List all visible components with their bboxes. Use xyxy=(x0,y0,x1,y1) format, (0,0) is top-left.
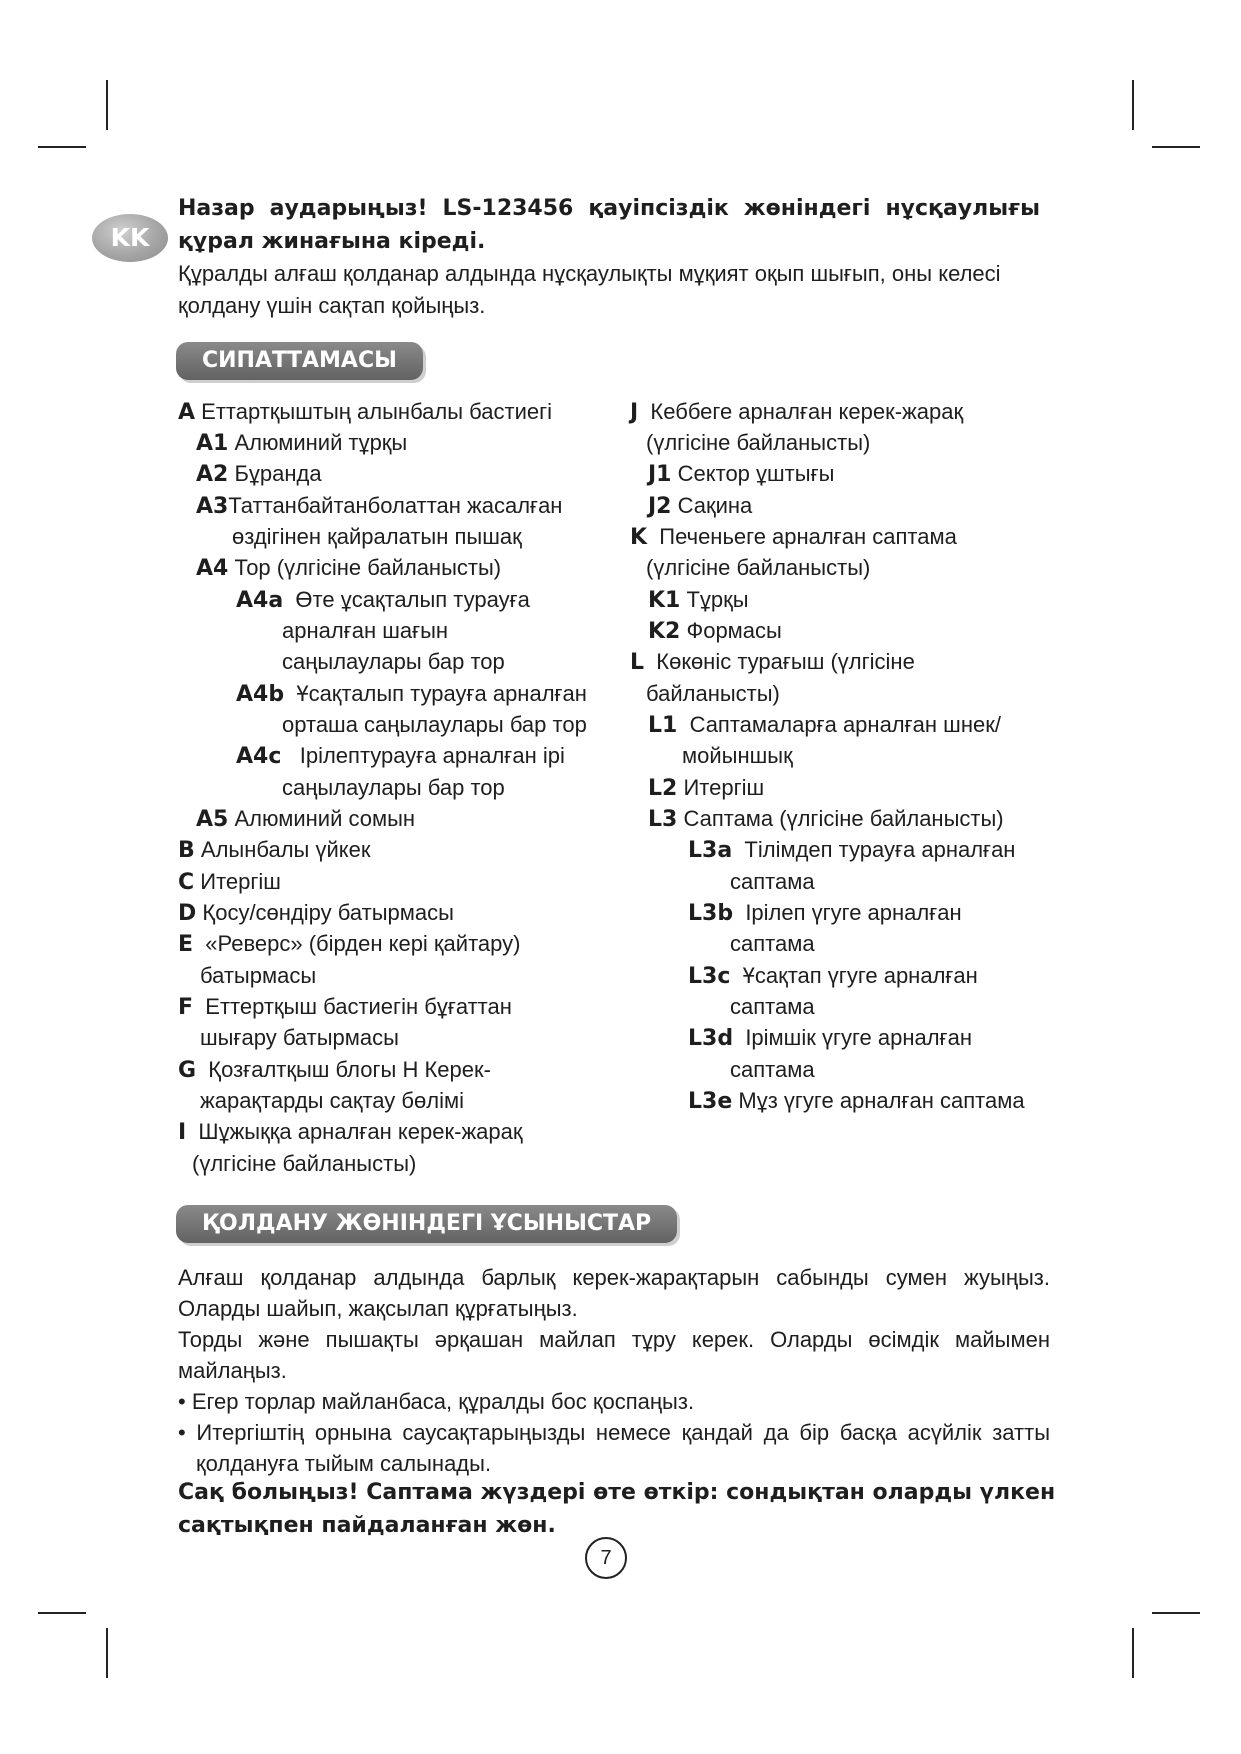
list-item: L3e Мұз үгуге арналған саптама xyxy=(688,1088,1025,1114)
list-item: L3c Ұсақтап үгуге арналған xyxy=(688,963,978,989)
crop-mark xyxy=(38,1612,86,1614)
list-item-continuation: саңылаулары бар тор xyxy=(282,775,505,800)
list-item: L3a Тілімдеп турауға арналған xyxy=(688,837,1016,863)
list-item-continuation: саңылаулары бар тор xyxy=(282,649,505,674)
list-item-continuation: саптама xyxy=(730,1057,815,1082)
section-title-description: СИПАТТАМАСЫ xyxy=(176,342,423,380)
crop-mark xyxy=(1152,146,1200,148)
list-item: A1 Алюминий тұрқы xyxy=(196,430,408,456)
list-item: A Еттартқыштың алынбалы бастиегі xyxy=(178,399,553,425)
list-item-continuation: шығару батырмасы xyxy=(200,1025,399,1050)
list-item-continuation: орташа саңылаулары бар тор xyxy=(282,712,587,737)
list-item: C Итергіш xyxy=(178,869,281,895)
list-item: K2 Формасы xyxy=(648,618,782,644)
list-item: L1 Саптамаларға арналған шнек/ xyxy=(648,712,1001,738)
list-item: L3 Саптама (үлгісіне байланысты) xyxy=(648,806,1004,832)
page-number: 7 xyxy=(585,1537,627,1579)
list-item: A4 Тор (үлгісіне байланысты) xyxy=(196,555,502,581)
list-item-continuation: саптама xyxy=(730,994,815,1019)
list-item: I Шұжыққа арналған керек-жарақ xyxy=(178,1119,523,1145)
list-item: F Еттертқыш бастиегін бұғаттан xyxy=(178,994,512,1020)
list-item: B Алынбалы үйкек xyxy=(178,837,371,863)
list-item: J Кеббеге арналған керек-жарақ xyxy=(630,399,964,425)
crop-mark xyxy=(106,1628,108,1678)
list-item-continuation: саптама xyxy=(730,931,815,956)
crop-mark xyxy=(38,146,86,148)
section-title-usage: ҚОЛДАНУ ЖӨНІНДЕГІ ҰСЫНЫСТАР xyxy=(176,1205,677,1243)
list-item: A4c Ірілептурауға арналған ірі xyxy=(236,743,565,769)
list-item: D Қосу/сөндіру батырмасы xyxy=(178,900,454,926)
crop-mark xyxy=(1152,1612,1200,1614)
list-item-continuation: арналған шағын xyxy=(282,618,449,643)
list-item: J2 Сақина xyxy=(648,493,753,519)
usage-paragraph: Торды және пышақты әрқашан майлап тұру керек. Оларды өсімдік майымен майлаңыз. xyxy=(178,1327,1050,1383)
list-item-continuation: батырмасы xyxy=(200,963,317,988)
list-item: J1 Сектор ұштығы xyxy=(648,461,835,487)
crop-mark xyxy=(1132,1628,1134,1678)
usage-text xyxy=(178,1262,1050,1479)
list-item: A2 Бұранда xyxy=(196,461,322,487)
list-item-continuation: (үлгісіне байланысты) xyxy=(192,1151,417,1176)
list-item: A4a Өте ұсақталып турауға xyxy=(236,587,530,613)
intro-notice: Назар аударыңыз! LS-123456 қауіпсіздік жөніндегі нұсқаулығы құрал жинағына кіреді. xyxy=(178,196,1040,254)
list-item-continuation: (үлгісіне байланысты) xyxy=(646,430,871,455)
list-item: K Печеньеге арналған саптама xyxy=(630,524,957,550)
list-item: A4b Ұсақталып турауға арналған xyxy=(236,681,587,707)
crop-mark xyxy=(106,80,108,130)
language-badge: KK xyxy=(92,214,168,262)
list-item: E «Реверс» (бірден кері қайтару) xyxy=(178,931,521,957)
intro-text: Құралды алғаш қолданар алдында нұсқаулықты мұқият оқып шығып, оны келесі қолдану үшін сақтап қойыңыз. xyxy=(178,261,1001,318)
warning-text: Сақ болыңыз! Саптама жүздері өте өткір: сондықтан оларды үлкен сақтықпен пайдаланған жөн. xyxy=(178,1480,1056,1538)
list-item: L Көкөніс турағыш (үлгісіне xyxy=(630,649,915,675)
list-item: L2 Итергіш xyxy=(648,775,765,801)
list-item: K1 Тұрқы xyxy=(648,587,749,613)
list-item: A5 Алюминий сомын xyxy=(196,806,416,832)
list-item-continuation: жарақтарды сақтау бөлімі xyxy=(200,1088,464,1113)
usage-bullet: • Егер торлар майланбаса, құралды бос қоспаңыз. xyxy=(178,1389,695,1414)
list-item: L3b Ірілеп үгуге арналған xyxy=(688,900,962,926)
list-item-continuation: байланысты) xyxy=(646,681,780,706)
list-item: G Қозғалтқыш блогы H Керек- xyxy=(178,1057,491,1083)
list-item: A3Таттанбайтанболаттан жасалған xyxy=(196,493,563,519)
list-item-continuation: мойыншық xyxy=(682,743,793,768)
list-item-continuation: өздігінен қайралатын пышақ xyxy=(232,524,522,549)
list-item-continuation: саптама xyxy=(730,869,815,894)
crop-mark xyxy=(1132,80,1134,130)
list-item-continuation: (үлгісіне байланысты) xyxy=(646,555,871,580)
list-item: L3d Ірімшік үгуге арналған xyxy=(688,1025,972,1051)
usage-bullet: • Итергіштің орнына саусақтарыңызды немесе қандай да бір басқа асүйлік затты қолдануға тыйым салынады. xyxy=(178,1420,1050,1476)
usage-paragraph: Алғаш қолданар алдында барлық керек-жарақтарын сабынды сумен жуыңыз. Оларды шайып, жақсылап құрғатыңыз. xyxy=(178,1265,1050,1321)
